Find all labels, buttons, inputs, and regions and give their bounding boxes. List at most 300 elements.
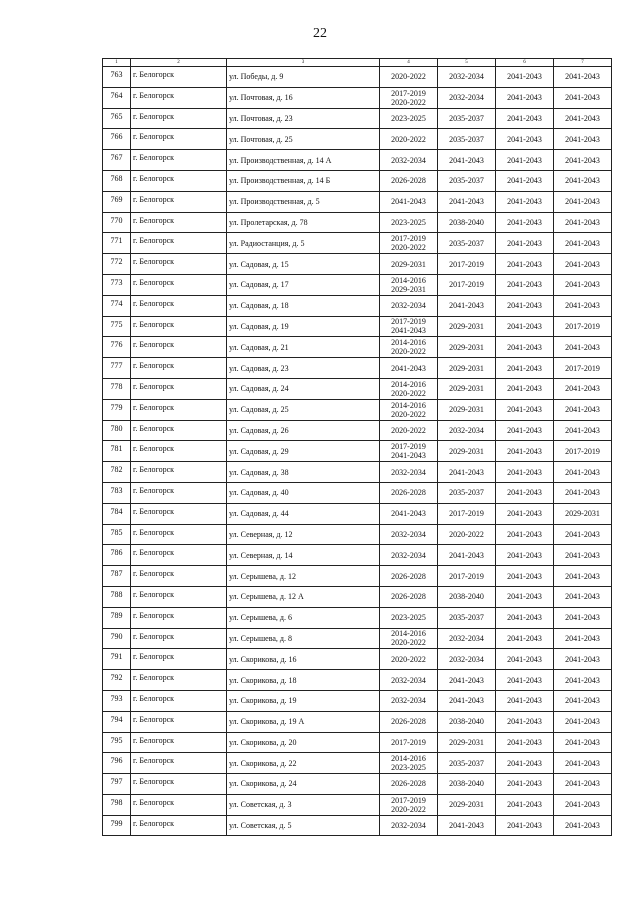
period-cell: 2041-2043 <box>554 774 612 795</box>
period-cell: 2041-2043 <box>554 462 612 483</box>
period-cell: 2041-2043 <box>496 545 554 566</box>
city-cell: г. Белогорск <box>131 233 227 254</box>
city-cell: г. Белогорск <box>131 170 227 191</box>
period-cell: 2041-2043 <box>496 316 554 337</box>
period-cell: 2041-2043 <box>496 129 554 150</box>
city-cell: г. Белогорск <box>131 794 227 815</box>
address-cell: ул. Серышева, д. 12 А <box>227 586 380 607</box>
period-cell: 2020-2022 <box>438 524 496 545</box>
period-cell: 2041-2043 <box>554 753 612 774</box>
period-cell: 2035-2037 <box>438 753 496 774</box>
period-line: 2032-2034 <box>391 155 426 165</box>
period-cell: 2017-2019 <box>438 254 496 275</box>
period-line: 2023-2025 <box>391 763 426 773</box>
period-cell: 2041-2043 <box>438 462 496 483</box>
table-row <box>103 274 612 295</box>
period-cell: 2041-2043 <box>438 191 496 212</box>
period-cell <box>380 732 438 753</box>
period-line: 2032-2034 <box>391 550 426 560</box>
column-header: 3 <box>227 59 380 67</box>
table-row <box>103 358 612 379</box>
period-cell: 2041-2043 <box>554 295 612 316</box>
address-cell: ул. Садовая, д. 21 <box>227 337 380 358</box>
address-cell: ул. Садовая, д. 29 <box>227 441 380 462</box>
period-cell <box>380 524 438 545</box>
table-row <box>103 212 612 233</box>
period-cell: 2041-2043 <box>496 358 554 379</box>
period-line: 2026-2028 <box>391 779 426 789</box>
address-cell: ул. Садовая, д. 15 <box>227 254 380 275</box>
period-cell: 2041-2043 <box>554 191 612 212</box>
period-cell: 2017-2019 <box>438 274 496 295</box>
row-number: 770 <box>103 212 131 233</box>
period-line: 2020-2022 <box>391 388 426 398</box>
row-number: 779 <box>103 399 131 420</box>
period-line: 2014-2016 <box>391 275 426 285</box>
period-cell <box>380 378 438 399</box>
row-number: 764 <box>103 87 131 108</box>
period-line: 2020-2022 <box>391 425 426 435</box>
period-line: 2020-2022 <box>391 638 426 648</box>
period-line: 2041-2043 <box>391 197 426 207</box>
period-cell: 2041-2043 <box>554 150 612 171</box>
period-cell <box>380 316 438 337</box>
period-cell <box>380 711 438 732</box>
table-row <box>103 129 612 150</box>
period-cell: 2035-2037 <box>438 482 496 503</box>
period-line: 2026-2028 <box>391 571 426 581</box>
address-cell: ул. Почтовая, д. 23 <box>227 108 380 129</box>
period-cell: 2029-2031 <box>438 441 496 462</box>
address-cell: ул. Радиостанция, д. 5 <box>227 233 380 254</box>
period-line: 2029-2031 <box>391 284 426 294</box>
period-cell: 2029-2031 <box>438 378 496 399</box>
address-cell: ул. Скорикова, д. 18 <box>227 670 380 691</box>
period-cell: 2041-2043 <box>496 420 554 441</box>
period-cell: 2041-2043 <box>438 815 496 836</box>
row-number: 780 <box>103 420 131 441</box>
period-cell <box>380 108 438 129</box>
city-cell: г. Белогорск <box>131 274 227 295</box>
period-cell: 2041-2043 <box>554 420 612 441</box>
city-cell: г. Белогорск <box>131 503 227 524</box>
row-number: 765 <box>103 108 131 129</box>
city-cell: г. Белогорск <box>131 399 227 420</box>
period-cell <box>380 87 438 108</box>
address-cell: ул. Садовая, д. 26 <box>227 420 380 441</box>
period-cell: 2041-2043 <box>554 607 612 628</box>
period-cell: 2041-2043 <box>554 566 612 587</box>
period-line: 2026-2028 <box>391 488 426 498</box>
period-cell <box>380 274 438 295</box>
row-number: 783 <box>103 482 131 503</box>
period-cell: 2041-2043 <box>496 170 554 191</box>
period-line: 2014-2016 <box>391 754 426 764</box>
period-cell <box>380 129 438 150</box>
row-number: 795 <box>103 732 131 753</box>
period-cell: 2041-2043 <box>438 690 496 711</box>
period-cell <box>380 233 438 254</box>
table-row <box>103 628 612 649</box>
period-cell: 2041-2043 <box>496 295 554 316</box>
row-number: 774 <box>103 295 131 316</box>
table-row <box>103 482 612 503</box>
table-row <box>103 670 612 691</box>
period-cell: 2017-2019 <box>554 441 612 462</box>
row-number: 776 <box>103 337 131 358</box>
period-line: 2032-2034 <box>391 301 426 311</box>
period-cell: 2041-2043 <box>496 711 554 732</box>
row-number: 792 <box>103 670 131 691</box>
city-cell: г. Белогорск <box>131 316 227 337</box>
row-number: 781 <box>103 441 131 462</box>
table-row <box>103 794 612 815</box>
address-cell: ул. Садовая, д. 44 <box>227 503 380 524</box>
period-line: 2017-2019 <box>391 795 426 805</box>
row-number: 777 <box>103 358 131 379</box>
address-cell: ул. Северная, д. 14 <box>227 545 380 566</box>
period-cell: 2035-2037 <box>438 607 496 628</box>
period-cell <box>380 212 438 233</box>
city-cell: г. Белогорск <box>131 150 227 171</box>
address-cell: ул. Садовая, д. 17 <box>227 274 380 295</box>
city-cell: г. Белогорск <box>131 774 227 795</box>
period-cell: 2041-2043 <box>496 482 554 503</box>
city-cell: г. Белогорск <box>131 441 227 462</box>
row-number: 799 <box>103 815 131 836</box>
row-number: 793 <box>103 690 131 711</box>
period-cell <box>380 150 438 171</box>
period-cell: 2041-2043 <box>554 108 612 129</box>
address-cell: ул. Советская, д. 3 <box>227 794 380 815</box>
period-cell: 2029-2031 <box>438 794 496 815</box>
address-cell: ул. Скорикова, д. 22 <box>227 753 380 774</box>
period-line: 2041-2043 <box>391 326 426 336</box>
period-line: 2014-2016 <box>391 400 426 410</box>
period-cell: 2041-2043 <box>554 732 612 753</box>
city-cell: г. Белогорск <box>131 607 227 628</box>
period-cell <box>380 254 438 275</box>
period-cell: 2041-2043 <box>438 670 496 691</box>
address-cell: ул. Производственная, д. 5 <box>227 191 380 212</box>
address-cell: ул. Северная, д. 12 <box>227 524 380 545</box>
period-cell: 2041-2043 <box>496 607 554 628</box>
table-row <box>103 170 612 191</box>
period-cell: 2029-2031 <box>438 399 496 420</box>
period-cell: 2032-2034 <box>438 420 496 441</box>
period-line: 2020-2022 <box>391 409 426 419</box>
period-cell <box>380 586 438 607</box>
address-cell: ул. Садовая, д. 19 <box>227 316 380 337</box>
period-line: 2020-2022 <box>391 97 426 107</box>
period-cell: 2029-2031 <box>438 316 496 337</box>
address-cell: ул. Садовая, д. 23 <box>227 358 380 379</box>
table-row <box>103 815 612 836</box>
period-line: 2020-2022 <box>391 804 426 814</box>
table-row <box>103 67 612 88</box>
row-number: 785 <box>103 524 131 545</box>
period-cell: 2041-2043 <box>496 753 554 774</box>
column-number-row <box>103 59 612 67</box>
period-cell: 2041-2043 <box>496 690 554 711</box>
period-cell <box>380 815 438 836</box>
city-cell: г. Белогорск <box>131 129 227 150</box>
period-line: 2020-2022 <box>391 243 426 253</box>
column-header: 1 <box>103 59 131 67</box>
city-cell: г. Белогорск <box>131 732 227 753</box>
period-cell: 2038-2040 <box>438 586 496 607</box>
period-cell: 2041-2043 <box>554 670 612 691</box>
address-cell: ул. Скорикова, д. 19 <box>227 690 380 711</box>
period-cell: 2041-2043 <box>554 794 612 815</box>
city-cell: г. Белогорск <box>131 358 227 379</box>
address-cell: ул. Скорикова, д. 24 <box>227 774 380 795</box>
period-cell <box>380 358 438 379</box>
address-cell: ул. Серышева, д. 12 <box>227 566 380 587</box>
row-number: 782 <box>103 462 131 483</box>
city-cell: г. Белогорск <box>131 378 227 399</box>
row-number: 797 <box>103 774 131 795</box>
period-cell: 2041-2043 <box>496 503 554 524</box>
period-line: 2032-2034 <box>391 467 426 477</box>
city-cell: г. Белогорск <box>131 295 227 316</box>
address-cell: ул. Серышева, д. 8 <box>227 628 380 649</box>
table-row <box>103 337 612 358</box>
period-cell: 2041-2043 <box>496 191 554 212</box>
period-cell: 2017-2019 <box>554 316 612 337</box>
period-cell <box>380 191 438 212</box>
period-cell: 2035-2037 <box>438 233 496 254</box>
period-line: 2041-2043 <box>391 451 426 461</box>
row-number: 784 <box>103 503 131 524</box>
row-number: 794 <box>103 711 131 732</box>
address-cell: ул. Садовая, д. 38 <box>227 462 380 483</box>
period-cell: 2035-2037 <box>438 170 496 191</box>
period-cell: 2041-2043 <box>554 690 612 711</box>
city-cell: г. Белогорск <box>131 254 227 275</box>
period-line: 2026-2028 <box>391 176 426 186</box>
period-cell: 2041-2043 <box>496 399 554 420</box>
period-cell: 2017-2019 <box>438 503 496 524</box>
table-row <box>103 399 612 420</box>
table-row <box>103 774 612 795</box>
table-row <box>103 108 612 129</box>
period-cell: 2041-2043 <box>554 586 612 607</box>
period-cell: 2032-2034 <box>438 628 496 649</box>
period-cell: 2035-2037 <box>438 129 496 150</box>
period-cell: 2041-2043 <box>554 482 612 503</box>
period-cell: 2041-2043 <box>496 441 554 462</box>
period-line: 2014-2016 <box>391 338 426 348</box>
table-row <box>103 545 612 566</box>
period-cell: 2041-2043 <box>496 732 554 753</box>
period-cell: 2041-2043 <box>496 274 554 295</box>
period-cell: 2041-2043 <box>496 586 554 607</box>
city-cell: г. Белогорск <box>131 815 227 836</box>
city-cell: г. Белогорск <box>131 753 227 774</box>
row-number: 767 <box>103 150 131 171</box>
period-cell <box>380 690 438 711</box>
city-cell: г. Белогорск <box>131 566 227 587</box>
period-cell: 2041-2043 <box>496 670 554 691</box>
period-cell: 2041-2043 <box>554 212 612 233</box>
row-number: 796 <box>103 753 131 774</box>
period-cell: 2041-2043 <box>496 378 554 399</box>
row-number: 788 <box>103 586 131 607</box>
period-cell <box>380 649 438 670</box>
city-cell: г. Белогорск <box>131 649 227 670</box>
period-line: 2020-2022 <box>391 347 426 357</box>
table-row <box>103 254 612 275</box>
period-cell: 2041-2043 <box>496 815 554 836</box>
table-row <box>103 607 612 628</box>
period-line: 2020-2022 <box>391 654 426 664</box>
address-cell: ул. Скорикова, д. 16 <box>227 649 380 670</box>
period-cell: 2041-2043 <box>554 524 612 545</box>
period-line: 2023-2025 <box>391 217 426 227</box>
city-cell: г. Белогорск <box>131 545 227 566</box>
city-cell: г. Белогорск <box>131 191 227 212</box>
city-cell: г. Белогорск <box>131 711 227 732</box>
period-cell: 2041-2043 <box>438 545 496 566</box>
address-cell: ул. Садовая, д. 18 <box>227 295 380 316</box>
period-cell <box>380 441 438 462</box>
table-row <box>103 378 612 399</box>
period-line: 2017-2019 <box>391 88 426 98</box>
period-cell: 2041-2043 <box>496 67 554 88</box>
address-cell: ул. Производственная, д. 14 Б <box>227 170 380 191</box>
period-line: 2041-2043 <box>391 363 426 373</box>
period-cell: 2032-2034 <box>438 649 496 670</box>
period-line: 2023-2025 <box>391 613 426 623</box>
period-cell <box>380 794 438 815</box>
table-row <box>103 191 612 212</box>
period-cell: 2041-2043 <box>496 794 554 815</box>
period-cell: 2041-2043 <box>496 150 554 171</box>
period-cell <box>380 399 438 420</box>
address-cell: ул. Садовая, д. 25 <box>227 399 380 420</box>
column-header: 2 <box>131 59 227 67</box>
table-row <box>103 753 612 774</box>
address-cell: ул. Скорикова, д. 20 <box>227 732 380 753</box>
row-number: 778 <box>103 378 131 399</box>
period-cell: 2029-2031 <box>438 358 496 379</box>
table-row <box>103 503 612 524</box>
period-cell: 2041-2043 <box>496 337 554 358</box>
table-row <box>103 462 612 483</box>
period-cell: 2029-2031 <box>438 732 496 753</box>
period-cell: 2041-2043 <box>554 87 612 108</box>
column-header: 7 <box>554 59 612 67</box>
period-line: 2032-2034 <box>391 529 426 539</box>
period-cell <box>380 774 438 795</box>
period-line: 2029-2031 <box>391 259 426 269</box>
row-number: 773 <box>103 274 131 295</box>
period-cell: 2017-2019 <box>554 358 612 379</box>
period-cell: 2029-2031 <box>438 337 496 358</box>
period-cell <box>380 545 438 566</box>
column-header: 6 <box>496 59 554 67</box>
city-cell: г. Белогорск <box>131 337 227 358</box>
row-number: 772 <box>103 254 131 275</box>
page-number: 22 <box>313 26 327 41</box>
table-row <box>103 441 612 462</box>
period-cell <box>380 753 438 774</box>
row-number: 768 <box>103 170 131 191</box>
period-cell <box>380 566 438 587</box>
row-number: 763 <box>103 67 131 88</box>
period-cell: 2041-2043 <box>554 337 612 358</box>
period-cell: 2029-2031 <box>554 503 612 524</box>
period-cell: 2041-2043 <box>438 150 496 171</box>
period-cell: 2041-2043 <box>554 399 612 420</box>
period-line: 2017-2019 <box>391 442 426 452</box>
period-cell: 2038-2040 <box>438 711 496 732</box>
address-cell: ул. Садовая, д. 24 <box>227 378 380 399</box>
period-line: 2014-2016 <box>391 629 426 639</box>
period-cell: 2041-2043 <box>496 628 554 649</box>
period-cell: 2041-2043 <box>496 524 554 545</box>
period-line: 2017-2019 <box>391 234 426 244</box>
period-cell <box>380 503 438 524</box>
row-number: 766 <box>103 129 131 150</box>
period-cell <box>380 67 438 88</box>
column-header: 4 <box>380 59 438 67</box>
table-row <box>103 316 612 337</box>
period-line: 2041-2043 <box>391 509 426 519</box>
city-cell: г. Белогорск <box>131 87 227 108</box>
period-cell: 2041-2043 <box>554 649 612 670</box>
table-row <box>103 586 612 607</box>
city-cell: г. Белогорск <box>131 586 227 607</box>
period-cell: 2038-2040 <box>438 774 496 795</box>
city-cell: г. Белогорск <box>131 628 227 649</box>
period-cell <box>380 170 438 191</box>
city-cell: г. Белогорск <box>131 108 227 129</box>
period-cell: 2041-2043 <box>554 254 612 275</box>
period-cell: 2041-2043 <box>496 233 554 254</box>
city-cell: г. Белогорск <box>131 420 227 441</box>
city-cell: г. Белогорск <box>131 690 227 711</box>
table-row <box>103 732 612 753</box>
period-cell: 2017-2019 <box>438 566 496 587</box>
period-cell <box>380 482 438 503</box>
address-cell: ул. Серышева, д. 6 <box>227 607 380 628</box>
period-cell: 2041-2043 <box>554 233 612 254</box>
period-cell: 2041-2043 <box>438 295 496 316</box>
period-line: 2020-2022 <box>391 134 426 144</box>
period-line: 2032-2034 <box>391 696 426 706</box>
table-row <box>103 690 612 711</box>
city-cell: г. Белогорск <box>131 482 227 503</box>
row-number: 771 <box>103 233 131 254</box>
period-line: 2026-2028 <box>391 717 426 727</box>
city-cell: г. Белогорск <box>131 524 227 545</box>
table-row <box>103 295 612 316</box>
period-cell: 2041-2043 <box>496 566 554 587</box>
period-cell <box>380 295 438 316</box>
city-cell: г. Белогорск <box>131 212 227 233</box>
table-row <box>103 150 612 171</box>
address-cell: ул. Скорикова, д. 19 А <box>227 711 380 732</box>
period-line: 2026-2028 <box>391 592 426 602</box>
table-row <box>103 420 612 441</box>
period-cell <box>380 607 438 628</box>
period-cell: 2041-2043 <box>496 87 554 108</box>
period-line: 2023-2025 <box>391 113 426 123</box>
period-cell: 2041-2043 <box>554 378 612 399</box>
period-cell <box>380 670 438 691</box>
